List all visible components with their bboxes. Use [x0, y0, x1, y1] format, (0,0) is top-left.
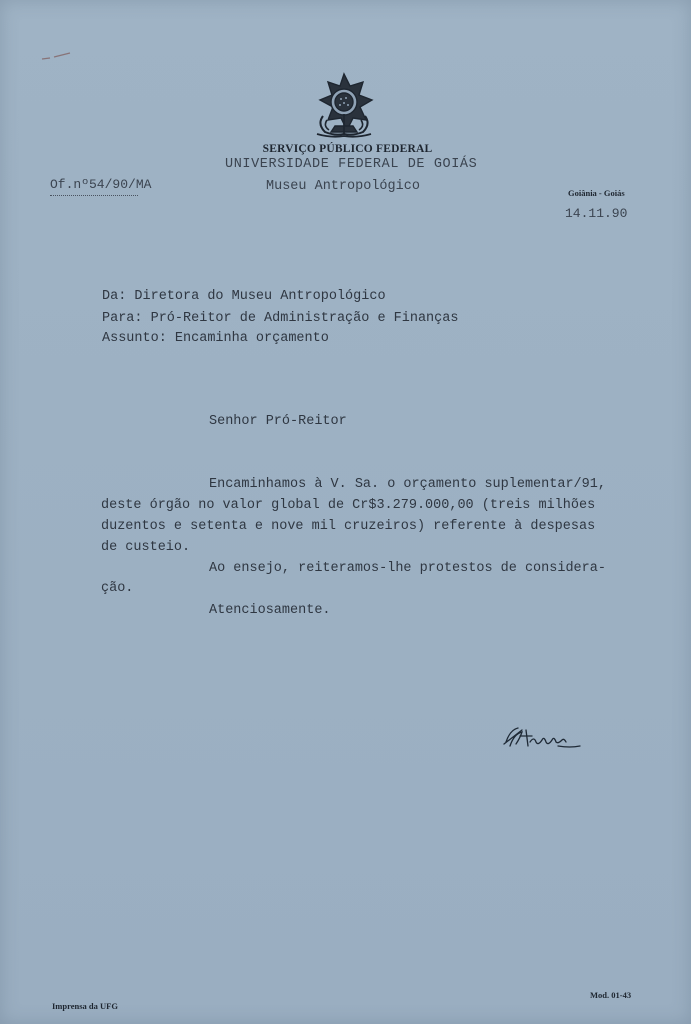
museum-name: Museu Antropológico: [266, 179, 420, 194]
body-line: duzentos e setenta e nove mil cruzeiros) referente à despesas: [101, 519, 596, 534]
reference-underline: [50, 195, 138, 196]
body-line: Ao ensejo, reiteramos-lhe protestos de considera-: [209, 561, 606, 576]
form-code: Mod. 01-43: [590, 990, 632, 1000]
from-line: Da: Diretora do Museu Antropológico: [102, 289, 386, 304]
university-name: UNIVERSIDADE FEDERAL DE GOIÁS: [225, 157, 478, 172]
place-label: Goiânia - Goiás: [568, 188, 625, 198]
coat-of-arms-icon: [311, 72, 377, 140]
body-line: de custeio.: [101, 540, 191, 555]
body-line: deste órgão no valor global de Cr$3.279.000,00 (treis milhões: [101, 498, 596, 513]
letter-date: 14.11.90: [565, 206, 628, 221]
closing: Atenciosamente.: [209, 603, 331, 618]
stray-mark: [40, 52, 74, 62]
printer-credit: Imprensa da UFG: [52, 1001, 118, 1011]
body-line: Encaminhamos à V. Sa. o orçamento suplementar/91,: [209, 477, 606, 492]
subject-line: Assunto: Encaminha orçamento: [102, 331, 329, 346]
to-line: Para: Pró-Reitor de Administração e Finanças: [102, 311, 459, 326]
body-line: ção.: [101, 581, 134, 596]
handwritten-signature: [500, 722, 584, 754]
service-heading: SERVIÇO PÚBLICO FEDERAL: [262, 143, 433, 155]
office-reference: Of.nº54/90/MA: [50, 177, 152, 192]
salutation: Senhor Pró-Reitor: [209, 414, 347, 429]
